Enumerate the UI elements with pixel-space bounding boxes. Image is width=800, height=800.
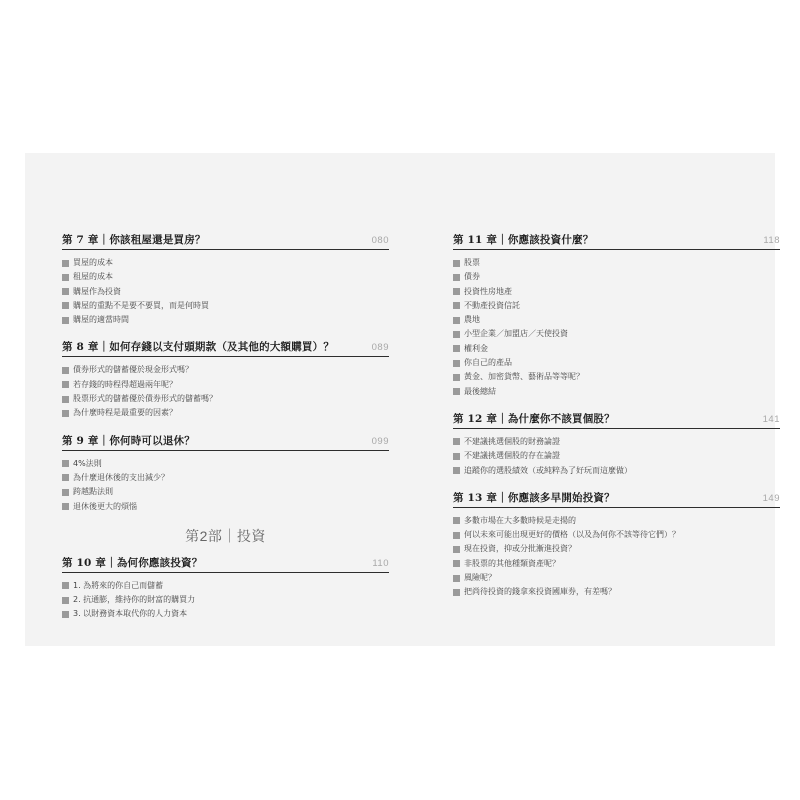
section-item[interactable]: 退休後更大的煩惱 [62, 500, 389, 514]
chapter [62, 433, 389, 514]
square-bullet-icon [453, 438, 460, 445]
chapter-page-number: 089 [371, 342, 389, 354]
toc-page [25, 153, 780, 646]
square-bullet-icon [62, 260, 69, 267]
square-bullet-icon [453, 288, 460, 295]
chapter-page-number: 099 [371, 435, 389, 447]
section-item[interactable]: 2. 抗通膨，維持你的財富的購買力 [62, 593, 389, 607]
section-item[interactable]: 不建議挑選個股的財務論證 [453, 435, 780, 449]
section-item[interactable]: 為什麼退休後的支出減少？ [62, 471, 389, 485]
section-item[interactable]: 非股票的其他種類資產呢？ [453, 557, 780, 571]
square-bullet-icon [453, 589, 460, 596]
chapter-title: 第 12 章｜為什麼你不該買個股？ [453, 412, 615, 425]
square-bullet-icon [453, 317, 460, 324]
section-item[interactable]: 你自己的產品 [453, 356, 780, 370]
chapter-page-number: 110 [372, 557, 389, 569]
section-item[interactable]: 購屋作為投資 [62, 285, 389, 299]
section-item[interactable]: 不建議挑選個股的存在論證 [453, 449, 780, 463]
chapter-title: 第 7 章｜你該租屋還是買房？ [62, 234, 206, 246]
square-bullet-icon [62, 288, 69, 295]
square-bullet-icon [62, 611, 69, 618]
square-bullet-icon [62, 460, 69, 467]
chapter [62, 339, 389, 420]
section-list [453, 435, 780, 478]
chapter-heading[interactable] [453, 490, 780, 508]
section-item[interactable]: 購屋的重點不是要不要買，而是何時買 [62, 299, 389, 313]
square-bullet-icon [62, 597, 69, 604]
section-item[interactable]: 若存錢的時程得超過兩年呢？ [62, 378, 389, 392]
chapter-page-number: 141 [762, 413, 780, 425]
section-item[interactable]: 投資性房地產 [453, 285, 780, 299]
chapter [453, 411, 780, 478]
section-item[interactable]: 多數市場在大多數時候是走揚的 [453, 514, 780, 528]
chapter-heading[interactable] [62, 555, 389, 573]
section-list [62, 579, 389, 622]
square-bullet-icon [62, 302, 69, 309]
section-item[interactable]: 把尚待投資的錢拿來投資國庫券，有差嗎？ [453, 585, 780, 599]
chapter-page-number: 118 [763, 235, 780, 246]
section-item[interactable]: 買屋的成本 [62, 256, 389, 270]
section-item[interactable]: 債券形式的儲蓄優於現金形式嗎？ [62, 363, 389, 377]
section-item[interactable]: 現在投資，抑或分批漸進投資？ [453, 542, 780, 556]
square-bullet-icon [62, 503, 69, 510]
chapter-title: 第 11 章｜你應該投資什麼？ [453, 234, 594, 246]
section-item[interactable]: 1. 為將來的你自己而儲蓄 [62, 579, 389, 593]
chapter-heading[interactable] [62, 339, 389, 357]
square-bullet-icon [453, 374, 460, 381]
chapter-page-number: 149 [762, 492, 780, 504]
part-heading: 第2部｜投資 [185, 527, 266, 544]
section-item[interactable]: 租屋的成本 [62, 270, 389, 284]
square-bullet-icon [453, 575, 460, 582]
chapter [453, 490, 780, 600]
square-bullet-icon [453, 560, 460, 567]
section-item[interactable]: 3. 以財務資本取代你的人力資本 [62, 607, 389, 621]
square-bullet-icon [62, 410, 69, 417]
square-bullet-icon [453, 302, 460, 309]
section-item[interactable]: 跨越點法則 [62, 485, 389, 499]
chapter-page-number: 080 [371, 235, 389, 246]
section-list [62, 363, 389, 420]
section-item[interactable]: 不動產投資信託 [453, 299, 780, 313]
section-item[interactable]: 小型企業／加盟店／天使投資 [453, 327, 780, 341]
chapter-heading[interactable] [62, 232, 389, 250]
chapter [62, 232, 389, 327]
chapter-title: 第 10 章｜為何你應該投資？ [62, 556, 203, 569]
square-bullet-icon [62, 381, 69, 388]
section-item[interactable]: 股票 [453, 256, 780, 270]
square-bullet-icon [453, 274, 460, 281]
square-bullet-icon [62, 396, 69, 403]
section-item[interactable]: 4%法則 [62, 457, 389, 471]
square-bullet-icon [453, 331, 460, 338]
square-bullet-icon [62, 474, 69, 481]
section-item[interactable]: 股票形式的儲蓄優於債券形式的儲蓄嗎？ [62, 392, 389, 406]
section-item[interactable]: 最後總結 [453, 385, 780, 399]
square-bullet-icon [62, 582, 69, 589]
section-item[interactable]: 權利金 [453, 342, 780, 356]
chapter-title: 第 13 章｜你應該多早開始投資？ [453, 491, 615, 504]
section-item[interactable]: 農地 [453, 313, 780, 327]
section-item[interactable]: 債券 [453, 270, 780, 284]
chapter-title: 第 9 章｜你何時可以退休？ [62, 434, 195, 447]
square-bullet-icon [453, 546, 460, 553]
section-item[interactable]: 為什麼時程是最重要的因素？ [62, 406, 389, 420]
square-bullet-icon [453, 453, 460, 460]
chapter-heading[interactable] [453, 411, 780, 429]
square-bullet-icon [62, 489, 69, 496]
chapter [62, 555, 389, 622]
section-list [453, 256, 780, 399]
chapter-heading[interactable] [453, 232, 780, 250]
square-bullet-icon [62, 317, 69, 324]
toc-right-column [453, 232, 780, 612]
square-bullet-icon [453, 360, 460, 367]
square-bullet-icon [453, 260, 460, 267]
section-list [62, 256, 389, 327]
square-bullet-icon [453, 345, 460, 352]
square-bullet-icon [62, 367, 69, 374]
square-bullet-icon [453, 517, 460, 524]
section-item[interactable]: 黃金、加密貨幣、藝術品等等呢？ [453, 370, 780, 384]
toc-left-column [62, 232, 389, 634]
square-bullet-icon [453, 388, 460, 395]
chapter [453, 232, 780, 399]
section-item[interactable]: 風險呢？ [453, 571, 780, 585]
section-list [62, 457, 389, 514]
section-list [453, 514, 780, 600]
section-item[interactable]: 何以未來可能出現更好的價格（以及為何你不該等待它們）？ [453, 528, 780, 542]
chapter-heading[interactable] [62, 433, 389, 451]
square-bullet-icon [62, 274, 69, 281]
square-bullet-icon [453, 467, 460, 474]
section-item[interactable]: 購屋的適當時間 [62, 313, 389, 327]
chapter-title: 第 8 章｜如何存錢以支付頭期款（及其他的大額購買）？ [62, 341, 335, 354]
section-item[interactable]: 追蹤你的選股績效（或純粹為了好玩而這麼做） [453, 464, 780, 478]
square-bullet-icon [453, 532, 460, 539]
